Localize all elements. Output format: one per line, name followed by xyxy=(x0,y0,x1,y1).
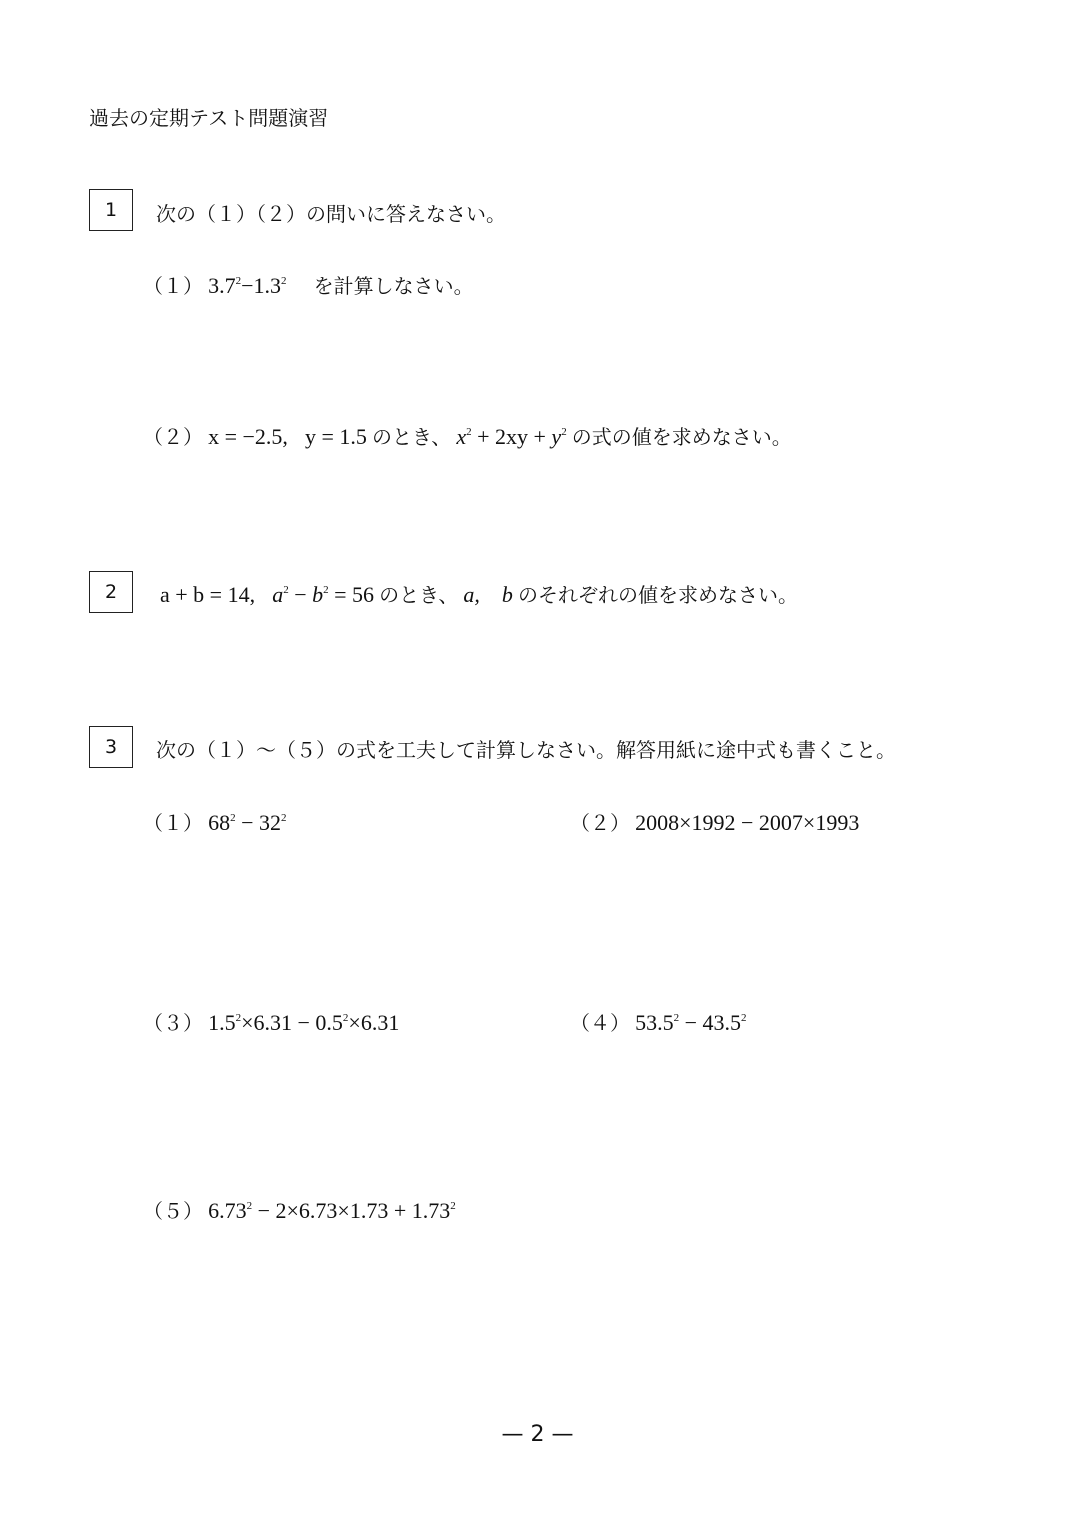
condition-diff-squares: $a^2 - b^2 = 56$ xyxy=(272,582,375,607)
q1-part2 xyxy=(143,421,792,450)
text-mid: のとき、 xyxy=(379,583,459,607)
question-number: 3 xyxy=(104,736,118,758)
text-mid: のとき、 xyxy=(372,425,452,449)
part-label: （２） xyxy=(143,425,203,449)
math-expression: $x^2 + 2xy + y^2$ xyxy=(456,424,567,449)
variables: a, b xyxy=(463,582,513,607)
question-number-box-2 xyxy=(89,571,133,613)
question-number: 1 xyxy=(104,199,118,221)
q2-body xyxy=(160,578,798,609)
math-expression: $53.5^2 - 43.5^2$ xyxy=(635,1010,747,1035)
text-end: のそれぞれの値を求めなさい。 xyxy=(518,583,799,607)
math-expression: $6.73^2 - 2\times 6.73\times 1.73 + 1.73^2$ xyxy=(208,1198,456,1223)
part-label: （３） xyxy=(143,1011,203,1035)
part-label: （２） xyxy=(570,811,630,835)
instruction-text: を計算しなさい。 xyxy=(313,274,474,298)
q3-part2 xyxy=(570,807,859,836)
q3-part3 xyxy=(143,1007,399,1036)
page-number: — 2 — xyxy=(501,1422,574,1447)
q3-part5 xyxy=(143,1195,456,1224)
q1-part1 xyxy=(143,270,474,299)
math-expression: $3.7^2-1.3^2$ xyxy=(208,273,287,298)
page-title: 過去の定期テスト問題演習 xyxy=(89,106,329,130)
q3-part4 xyxy=(570,1007,747,1036)
condition-sum: a + b = 14, xyxy=(160,582,256,607)
part-label: （１） xyxy=(143,274,203,298)
condition-y: y = 1.5 xyxy=(305,424,367,449)
math-expression: $68^2 - 32^2$ xyxy=(208,810,287,835)
q3-part1 xyxy=(143,807,287,836)
question-number-box-3 xyxy=(89,726,133,768)
condition-x: x = −2.5, xyxy=(208,424,288,449)
part-label: （４） xyxy=(570,1011,630,1035)
math-expression: $1.5^2\times 6.31 - 0.5^2\times 6.31$ xyxy=(208,1010,400,1035)
math-expression: 2008×1992 − 2007×1993 xyxy=(635,810,860,835)
part-label: （５） xyxy=(143,1199,203,1223)
question-number-box-1 xyxy=(89,189,133,231)
q3-instruction: 次の（１）～（５）の式を工夫して計算しなさい。解答用紙に途中式も書くこと。 xyxy=(156,738,896,762)
text-end: の式の値を求めなさい。 xyxy=(571,425,792,449)
q1-instruction: 次の（１）（２）の問いに答えなさい。 xyxy=(156,202,506,226)
part-label: （１） xyxy=(143,811,203,835)
question-number: 2 xyxy=(104,581,118,603)
